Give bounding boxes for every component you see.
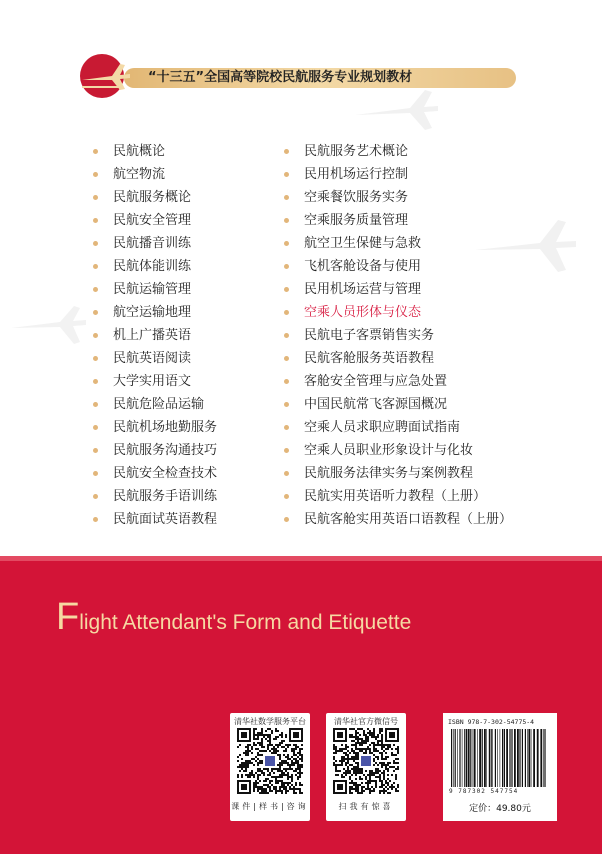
- english-title: [56, 597, 411, 637]
- qr-caption: 清华社官方微信号: [334, 717, 398, 726]
- bullet-icon: [93, 264, 98, 269]
- bullet-icon: [284, 218, 289, 223]
- book-title: 民航机场地勤服务: [113, 420, 218, 435]
- book-list-item: [284, 439, 512, 462]
- book-list-item: [284, 140, 512, 163]
- book-title: 民航客舱实用英语口语教程（上册）: [304, 512, 513, 527]
- book-list-item: [93, 416, 217, 439]
- book-title: 民航电子客票销售实务: [304, 328, 435, 343]
- book-list-item: [284, 232, 512, 255]
- book-title: 民航服务概论: [113, 190, 192, 205]
- qr-caption: 扫我有惊喜: [338, 802, 394, 811]
- bullet-icon: [93, 448, 98, 453]
- book-title: 客舱安全管理与应急处置: [304, 374, 448, 389]
- series-title: “十三五”全国高等院校民航服务专业规划教材: [148, 70, 413, 85]
- book-list-item: [93, 255, 217, 278]
- book-title: 大学实用语文: [113, 374, 192, 389]
- book-list-item: [284, 186, 512, 209]
- bullet-icon: [284, 494, 289, 499]
- book-list-item: [93, 370, 217, 393]
- book-list-item: [284, 163, 512, 186]
- book-list-item: [284, 416, 512, 439]
- bullet-icon: [284, 264, 289, 269]
- bullet-icon: [284, 333, 289, 338]
- barcode-digits: 9 787302 547754: [449, 788, 519, 795]
- bullet-icon: [284, 356, 289, 361]
- qr-caption: 课件|样书|咨询: [231, 802, 309, 811]
- book-list-item: [284, 278, 512, 301]
- book-title: 航空卫生保健与急救: [304, 236, 422, 251]
- book-title: 飞机客舱设备与使用: [304, 259, 422, 274]
- bullet-icon: [284, 471, 289, 476]
- book-title: 民航英语阅读: [113, 351, 192, 366]
- book-list-item: [284, 508, 512, 531]
- qr-code-icon[interactable]: [237, 728, 303, 794]
- isbn-label: ISBN 978-7-302-54775-4: [448, 718, 535, 726]
- bullet-icon: [93, 471, 98, 476]
- price-label: 定价：49.80元: [469, 804, 531, 814]
- bullet-icon: [93, 310, 98, 315]
- bullet-icon: [93, 218, 98, 223]
- bullet-icon: [284, 241, 289, 246]
- book-title: 航空物流: [113, 167, 166, 182]
- book-title: 民航实用英语听力教程（上册）: [304, 489, 487, 504]
- book-list-item: [93, 439, 217, 462]
- bullet-icon: [284, 448, 289, 453]
- qr-card-wechat: [326, 713, 406, 821]
- book-list-item: [284, 255, 512, 278]
- bullet-icon: [93, 287, 98, 292]
- bullet-icon: [93, 402, 98, 407]
- bullet-icon: [93, 379, 98, 384]
- background-airplane-icon: [8, 300, 88, 350]
- book-title: 民航播音训练: [113, 236, 192, 251]
- book-title: 空乘人员求职应聘面试指南: [304, 420, 461, 435]
- bullet-icon: [284, 379, 289, 384]
- bullet-icon: [284, 517, 289, 522]
- book-title: 空乘人员职业形象设计与化妆: [304, 443, 474, 458]
- book-title: 中国民航常飞客源国概况: [304, 397, 448, 412]
- book-title: 民航安全管理: [113, 213, 192, 228]
- bullet-icon: [284, 149, 289, 154]
- book-title: 机上广播英语: [113, 328, 192, 343]
- book-list-item: [93, 462, 217, 485]
- bullet-icon: [93, 425, 98, 430]
- book-list-item: [93, 140, 217, 163]
- bullet-icon: [284, 172, 289, 177]
- book-list-item: [93, 209, 217, 232]
- book-title: 民航危险品运输: [113, 397, 205, 412]
- book-title: 民航服务沟通技巧: [113, 443, 218, 458]
- english-title-rest: light Attendant's Form and Etiquette: [79, 611, 412, 634]
- book-list-item: [93, 508, 217, 531]
- book-title: 民用机场运营与管理: [304, 282, 422, 297]
- bullet-icon: [93, 517, 98, 522]
- bullet-icon: [93, 172, 98, 177]
- book-title: 航空运输地理: [113, 305, 192, 320]
- book-list-item: [93, 485, 217, 508]
- book-list-item: [93, 301, 217, 324]
- book-list-item: [284, 324, 512, 347]
- barcode-icon: [449, 729, 551, 787]
- bullet-icon: [284, 425, 289, 430]
- bullet-icon: [93, 333, 98, 338]
- book-title: 民航服务手语训练: [113, 489, 218, 504]
- bullet-icon: [93, 195, 98, 200]
- book-list-item: [284, 301, 512, 324]
- book-list-item: [93, 324, 217, 347]
- book-title: 民航面试英语教程: [113, 512, 218, 527]
- book-list-item: [284, 347, 512, 370]
- book-title: 空乘服务质量管理: [304, 213, 409, 228]
- english-title-first-letter: F: [56, 596, 80, 638]
- book-list-item: [284, 393, 512, 416]
- bullet-icon: [93, 356, 98, 361]
- qr-caption: 清华社数学服务平台: [234, 717, 306, 726]
- book-list-item: [284, 462, 512, 485]
- qr-code-icon[interactable]: [333, 728, 399, 794]
- book-list-item: [93, 278, 217, 301]
- book-list-item: [93, 393, 217, 416]
- bullet-icon: [284, 195, 289, 200]
- book-title: 民用机场运行控制: [304, 167, 409, 182]
- book-title: 民航体能训练: [113, 259, 192, 274]
- book-list-item: [93, 163, 217, 186]
- series-banner: [72, 54, 518, 98]
- book-list-item: [93, 186, 217, 209]
- book-list-item: [284, 370, 512, 393]
- qr-card-service: [230, 713, 310, 821]
- book-title: 民航客舱服务英语教程: [304, 351, 435, 366]
- book-list-right: [284, 140, 512, 531]
- bullet-icon: [93, 494, 98, 499]
- bullet-icon: [93, 149, 98, 154]
- bullet-icon: [93, 241, 98, 246]
- book-list-item: [284, 209, 512, 232]
- book-title: 民航服务艺术概论: [304, 144, 409, 159]
- barcode-card: [443, 713, 557, 821]
- book-title: 民航安全检查技术: [113, 466, 218, 481]
- book-title: 民航服务法律实务与案例教程: [304, 466, 474, 481]
- book-title: 空乘人员形体与仪态: [304, 305, 422, 320]
- bullet-icon: [284, 287, 289, 292]
- book-title: 民航概论: [113, 144, 166, 159]
- bullet-icon: [284, 402, 289, 407]
- airplane-logo-icon: [72, 54, 142, 98]
- book-list-item: [284, 485, 512, 508]
- book-list-item: [93, 232, 217, 255]
- book-title: 空乘餐饮服务实务: [304, 190, 409, 205]
- book-list-left: [93, 140, 217, 531]
- book-list-item: [93, 347, 217, 370]
- book-title: 民航运输管理: [113, 282, 192, 297]
- bullet-icon: [284, 310, 289, 315]
